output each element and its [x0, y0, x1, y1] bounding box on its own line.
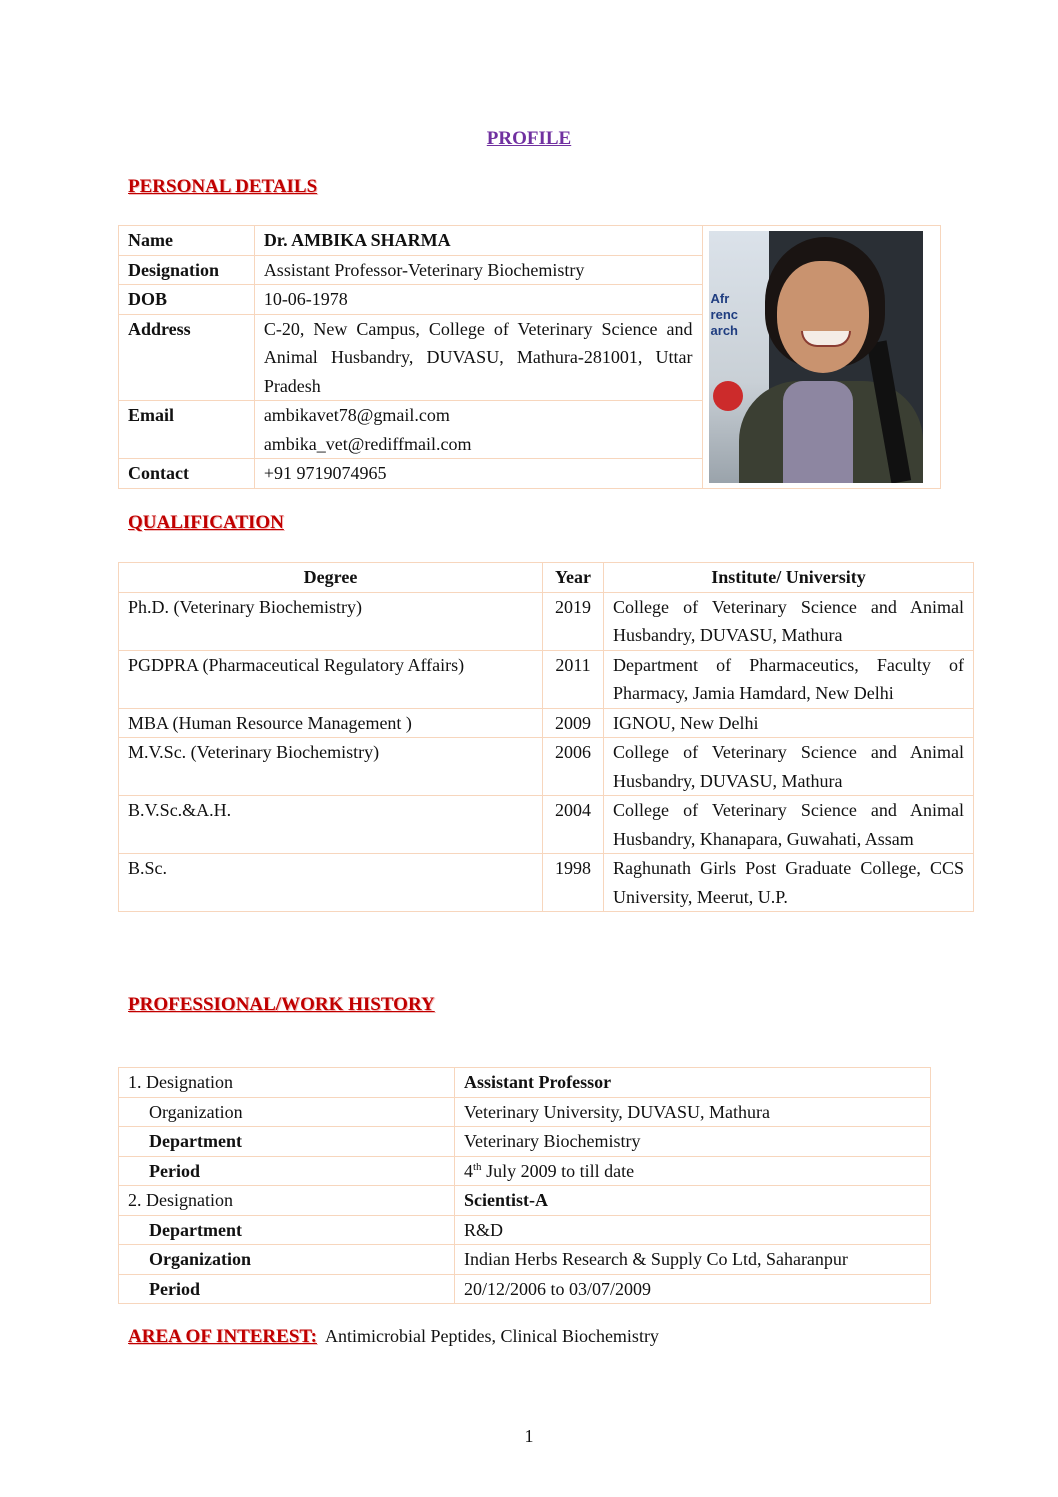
work-label: 2. Designation	[119, 1186, 455, 1216]
personal-label: Name	[119, 226, 255, 256]
work-value-superscript: th	[473, 1160, 482, 1173]
area-of-interest	[128, 1326, 659, 1348]
qualification-institute: Raghunath Girls Post Graduate College, CCS University, Meerut, U.P.	[604, 854, 974, 912]
work-row	[119, 1186, 931, 1216]
qualification-institute: College of Veterinary Science and Animal Husbandry, DUVASU, Mathura	[604, 592, 974, 650]
qualification-heading: QUALIFICATION	[128, 512, 284, 533]
personal-value-line: C-20, New Campus, College of Veterinary Science and Animal Husbandry, DUVASU, Mathura-281001, Uttar Pradesh	[263, 318, 693, 396]
profile-photo	[709, 231, 923, 483]
work-value	[455, 1068, 931, 1098]
personal-details-heading: PERSONAL DETAILS	[128, 176, 318, 197]
column-header-degree: Degree	[119, 563, 543, 593]
qualification-row	[119, 708, 974, 738]
qualification-degree: MBA (Human Resource Management )	[119, 708, 543, 738]
page-number: 1	[524, 1426, 534, 1446]
work-value	[455, 1215, 931, 1245]
work-label: Period	[119, 1156, 455, 1186]
qualification-degree: M.V.Sc. (Veterinary Biochemistry)	[119, 738, 543, 796]
work-label: Organization	[119, 1245, 455, 1275]
work-history-heading: PROFESSIONAL/WORK HISTORY	[128, 994, 435, 1015]
qualification-year: 2004	[543, 796, 604, 854]
personal-value	[254, 314, 702, 401]
work-value-text: 20/12/2006 to 03/07/2009	[464, 1278, 652, 1299]
personal-value-line: Assistant Professor-Veterinary Biochemistry	[263, 259, 585, 280]
work-value	[455, 1127, 931, 1157]
work-label: 1. Designation	[119, 1068, 455, 1098]
personal-label: Designation	[119, 255, 255, 285]
area-of-interest-text: Antimicrobial Peptides, Clinical Biochemistry	[324, 1326, 659, 1346]
qualification-year: 2009	[543, 708, 604, 738]
work-row	[119, 1097, 931, 1127]
qualification-row	[119, 650, 974, 708]
qualification-degree: B.Sc.	[119, 854, 543, 912]
column-header-year: Year	[543, 563, 604, 593]
work-label: Department	[119, 1215, 455, 1245]
work-row	[119, 1215, 931, 1245]
area-of-interest-heading: AREA OF INTEREST:	[128, 1326, 317, 1347]
qualification-row	[119, 854, 974, 912]
personal-value	[254, 226, 702, 256]
personal-details-table	[118, 225, 941, 489]
qualification-institute: College of Veterinary Science and Animal Husbandry, Khanapara, Guwahati, Assam	[604, 796, 974, 854]
work-row	[119, 1245, 931, 1275]
qualification-institute: IGNOU, New Delhi	[604, 708, 974, 738]
qualification-row	[119, 738, 974, 796]
qualification-institute: Department of Pharmaceutics, Faculty of Pharmacy, Jamia Hamdard, New Delhi	[604, 650, 974, 708]
personal-label: Contact	[119, 459, 255, 489]
page-title: PROFILE	[486, 128, 572, 149]
work-value-text: Veterinary Biochemistry	[464, 1131, 641, 1151]
work-value-rest: July 2009 to till date	[481, 1160, 635, 1181]
work-row	[119, 1274, 931, 1304]
qualification-year: 2011	[543, 650, 604, 708]
personal-value-line: ambikavet78@gmail.com	[263, 405, 450, 425]
qualification-year: 2019	[543, 592, 604, 650]
personal-value	[254, 401, 702, 459]
work-row	[119, 1127, 931, 1157]
qualification-year: 2006	[543, 738, 604, 796]
qualification-degree: B.V.Sc.&A.H.	[119, 796, 543, 854]
personal-label: Email	[119, 401, 255, 459]
work-value	[455, 1186, 931, 1216]
personal-row-name	[119, 226, 941, 256]
work-value	[455, 1097, 931, 1127]
work-value-text: R&D	[464, 1219, 504, 1240]
personal-label: Address	[119, 314, 255, 401]
work-label: Organization	[119, 1097, 455, 1127]
column-header-institute: Institute/ University	[604, 563, 974, 593]
personal-label: DOB	[119, 285, 255, 315]
personal-value-line: +91 9719074965	[263, 463, 387, 483]
qualification-degree: Ph.D. (Veterinary Biochemistry)	[119, 592, 543, 650]
personal-value	[254, 459, 702, 489]
qualification-row	[119, 592, 974, 650]
qualification-header-row	[119, 563, 974, 593]
work-row	[119, 1156, 931, 1186]
qualification-table	[118, 562, 974, 912]
work-value-text: 4	[464, 1160, 473, 1181]
personal-value	[254, 255, 702, 285]
work-value-text: Indian Herbs Research & Supply Co Ltd, Saharanpur	[464, 1249, 848, 1269]
work-value	[455, 1156, 931, 1186]
work-value	[455, 1274, 931, 1304]
qualification-institute: College of Veterinary Science and Animal Husbandry, DUVASU, Mathura	[604, 738, 974, 796]
work-label: Period	[119, 1274, 455, 1304]
work-label: Department	[119, 1127, 455, 1157]
personal-value-line: Dr. AMBIKA SHARMA	[263, 230, 451, 250]
qualification-degree: PGDPRA (Pharmaceutical Regulatory Affairs)	[119, 650, 543, 708]
personal-value-line: ambika_vet@rediffmail.com	[263, 433, 472, 454]
work-value-text: Veterinary University, DUVASU, Mathura	[464, 1101, 770, 1122]
personal-value-line: 10-06-1978	[263, 289, 348, 309]
photo-banner-text: Afr renc arch	[710, 290, 738, 338]
work-history-table	[118, 1067, 931, 1304]
profile-photo-cell	[702, 226, 940, 489]
work-value-text: Assistant Professor	[464, 1072, 612, 1092]
work-row	[119, 1068, 931, 1098]
work-value	[455, 1245, 931, 1275]
qualification-row	[119, 796, 974, 854]
personal-value	[254, 285, 702, 315]
qualification-year: 1998	[543, 854, 604, 912]
work-value-text: Scientist-A	[464, 1190, 548, 1210]
